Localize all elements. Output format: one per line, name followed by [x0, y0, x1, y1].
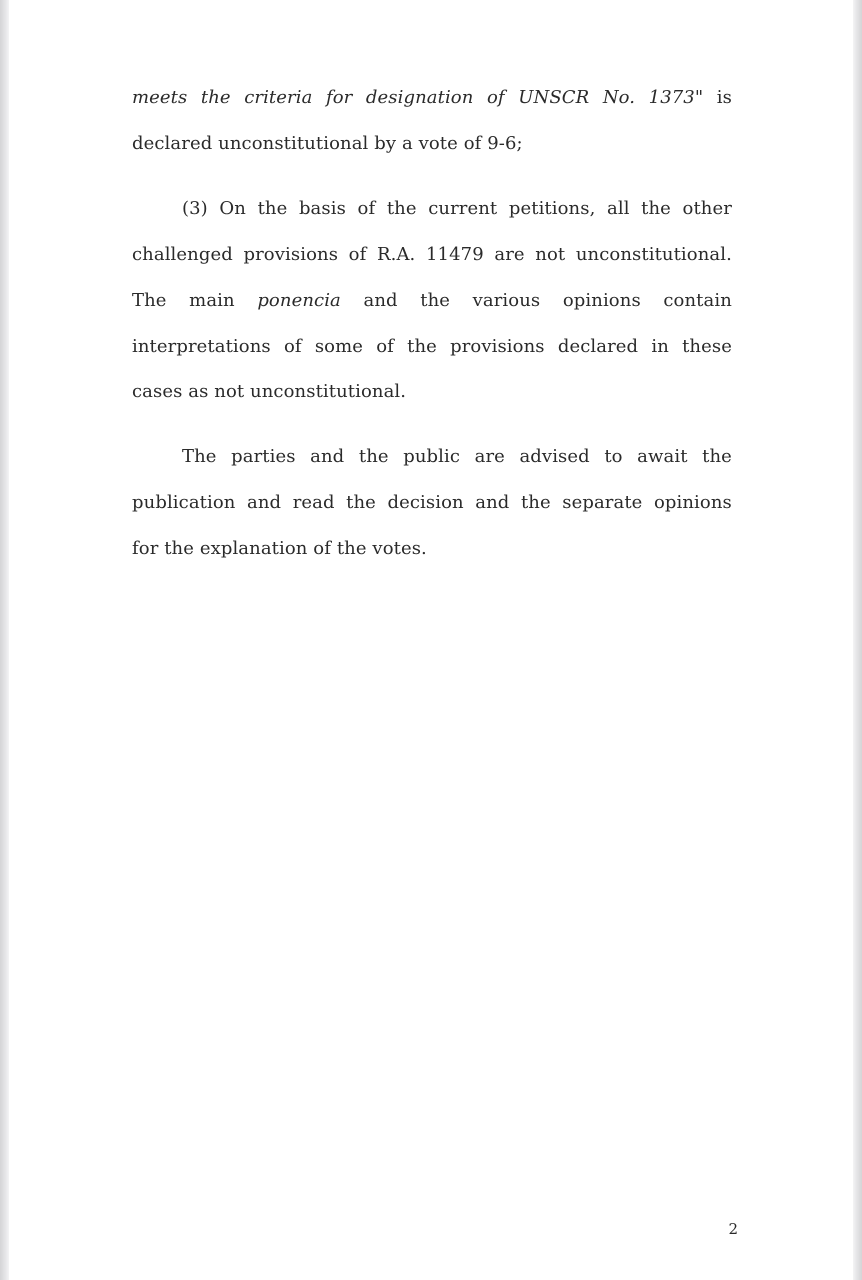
right-page-shadow [853, 0, 862, 1280]
left-page-shadow [0, 0, 9, 1280]
page-number: 2 [728, 1220, 738, 1238]
paragraph-3-line-4: interpretations of some of the provisions declared in these [132, 336, 732, 357]
paragraph-3-line-3: The main ponencia and the various opinions contain [132, 290, 732, 311]
paragraph-3-line-5: cases as not unconstitutional. [132, 381, 407, 402]
paragraph-4-line-2: publication and read the decision and the separate opinions [132, 492, 732, 513]
paragraph-2-line-2: declared unconstitutional by a vote of 9-6; [132, 133, 523, 154]
document-page [9, 0, 853, 1280]
paragraph-4-line-3: for the explanation of the votes. [132, 538, 427, 559]
paragraph-2-line-1: meets the criteria for designation of UNSCR No. 1373" is [132, 87, 732, 108]
paragraph-3-line-1: (3) On the basis of the current petitions, all the other [182, 198, 732, 219]
paragraph-4-line-1: The parties and the public are advised to await the [182, 446, 732, 467]
paragraph-3-line-2: challenged provisions of R.A. 11479 are not unconstitutional. [132, 244, 732, 265]
